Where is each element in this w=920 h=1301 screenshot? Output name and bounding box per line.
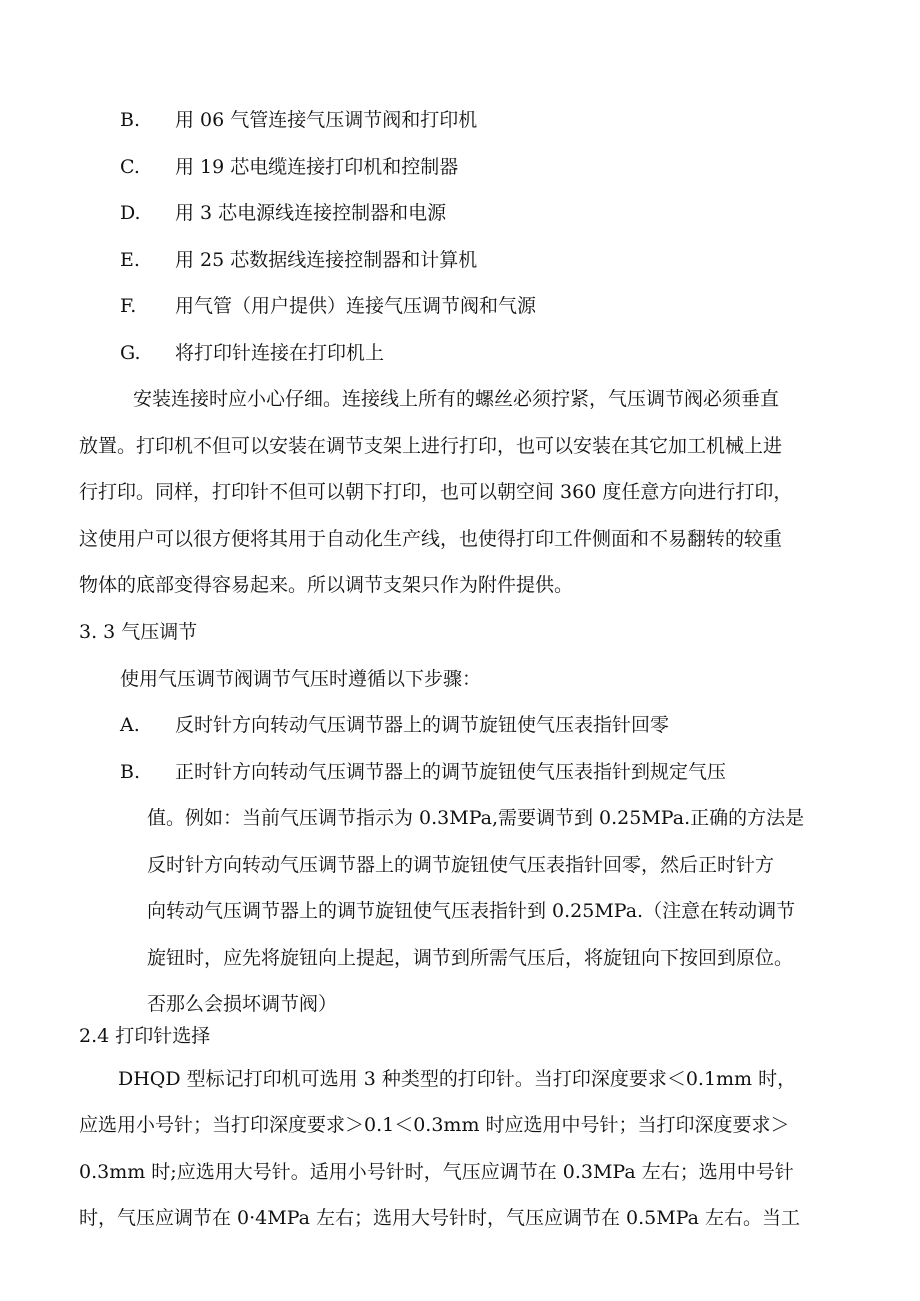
- list-item: [0, 108, 920, 132]
- list-item-label: C.: [120, 156, 140, 178]
- step-continuation-line: 旋钮时，应先将旋钮向上提起，调节到所需气压后，将旋钮向下按回到原位。: [147, 947, 794, 969]
- paragraph-line: 放置。打印机不但可以安装在调节支架上进行打印，也可以安装在其它加工机械上进: [79, 435, 783, 457]
- paragraph-line: 0.3mm 时;应选用大号针。适用小号针时，气压应调节在 0.3MPa 左右；选用中号针: [79, 1161, 794, 1183]
- list-item-text: 用气管（用户提供）连接气压调节阀和气源: [175, 295, 537, 317]
- section-heading: 2.4 打印针选择: [79, 1025, 211, 1047]
- list-item-text: 用 3 芯电源线连接控制器和电源: [175, 202, 447, 224]
- list-item-text: 将打印针连接在打印机上: [175, 342, 385, 364]
- list-item: [0, 248, 920, 272]
- paragraph-line: 应选用小号针；当打印深度要求＞0.1＜0.3mm 时应选用中号针；当打印深度要求＞: [79, 1114, 790, 1136]
- paragraph-line: 时，气压应调节在 0·4MPa 左右；选用大号针时，气压应调节在 0.5MPa 左右。当工: [79, 1207, 801, 1229]
- paragraph-line: 这使用户可以很方便将其用于自动化生产线，也使得打印工件侧面和不易翻转的较重: [79, 528, 783, 550]
- section-heading: 3. 3 气压调节: [79, 621, 198, 643]
- step-continuation-line: 向转动气压调节器上的调节旋钮使气压表指针到 0.25MPa.（注意在转动调节: [147, 900, 796, 922]
- step-text: 反时针方向转动气压调节器上的调节旋钮使气压表指针回零: [175, 714, 670, 736]
- paragraph-line: 安装连接时应小心仔细。连接线上所有的螺丝必须拧紧，气压调节阀必须垂直: [133, 388, 780, 410]
- step-text: 正时针方向转动气压调节器上的调节旋钮使气压表指针到规定气压: [175, 761, 727, 783]
- list-item-text: 用 25 芯数据线连接控制器和计算机: [175, 249, 478, 271]
- step-item: [0, 713, 920, 737]
- list-item-text: 用 19 芯电缆连接打印机和控制器: [175, 156, 459, 178]
- step-continuation-line: 值。例如：当前气压调节指示为 0.3MPa,需要调节到 0.25MPa.正确的方法是: [147, 807, 805, 829]
- paragraph-line: 行打印。同样，打印针不但可以朝下打印，也可以朝空间 360 度任意方向进行打印，: [79, 481, 793, 503]
- step-label: B.: [120, 761, 141, 783]
- step-item: [0, 760, 920, 784]
- list-item: [0, 201, 920, 225]
- list-item: [0, 341, 920, 365]
- paragraph-line: DHQD 型标记打印机可选用 3 种类型的打印针。当打印深度要求＜0.1mm 时，: [118, 1068, 797, 1090]
- paragraph-line: 物体的底部变得容易起来。所以调节支架只作为附件提供。: [79, 574, 574, 596]
- step-label: A.: [120, 714, 140, 736]
- list-item-label: F.: [120, 295, 137, 317]
- list-item-label: G.: [120, 342, 141, 364]
- section-intro: 使用气压调节阀调节气压时遵循以下步骤：: [120, 668, 482, 690]
- list-item: [0, 294, 920, 318]
- step-continuation-line: 反时针方向转动气压调节器上的调节旋钮使气压表指针回零，然后正时针方: [147, 854, 775, 876]
- list-item-label: E.: [120, 249, 140, 271]
- list-item-label: D.: [120, 202, 141, 224]
- step-continuation-line: 否那么会损坏调节阀）: [147, 993, 338, 1015]
- list-item-text: 用 06 气管连接气压调节阀和打印机: [175, 109, 478, 131]
- list-item-label: B.: [120, 109, 141, 131]
- list-item: [0, 155, 920, 179]
